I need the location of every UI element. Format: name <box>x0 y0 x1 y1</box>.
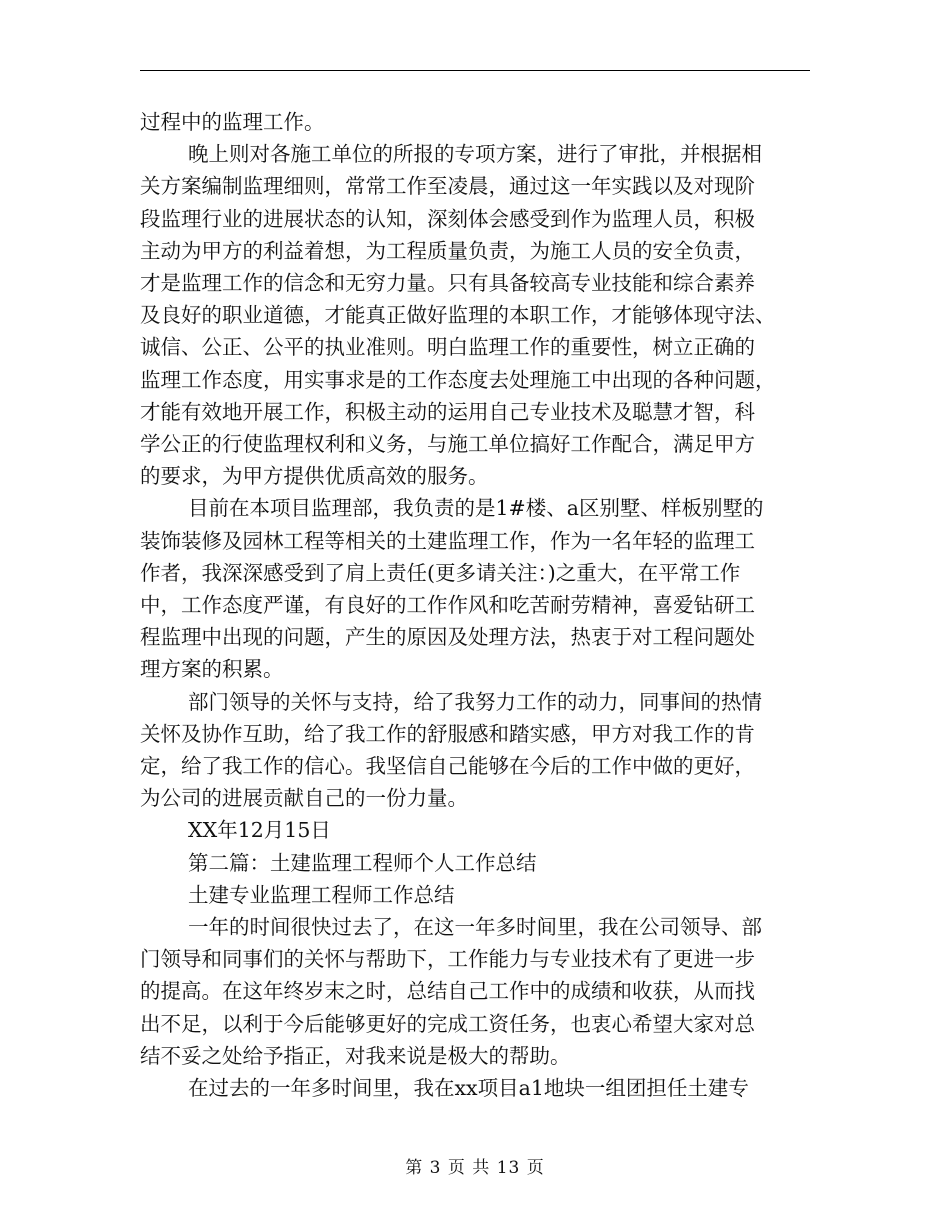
paragraph <box>140 138 810 492</box>
text-line: 的提高。在这年终岁末之时，总结自己工作中的成绩和收获，从而找 <box>140 979 755 1004</box>
text-line: 门领导和同事们的关怀与帮助下，工作能力与专业技术有了更进一步 <box>140 947 755 972</box>
text-line: XX年12月15日 <box>188 818 331 843</box>
text-line: 结不妥之处给予指正，对我来说是极大的帮助。 <box>140 1043 571 1068</box>
document-body <box>140 106 810 1104</box>
text-line: 为公司的进展贡献自己的一份力量。 <box>140 786 468 811</box>
page-footer: 第 3 页 共 13 页 <box>405 1158 545 1178</box>
text-line: 一年的时间很快过去了，在这一年多时间里，我在公司领导、部 <box>188 915 762 940</box>
text-line: 段监理行业的进展状态的认知，深刻体会感受到作为监理人员，积极 <box>140 206 755 231</box>
paragraph <box>140 106 810 138</box>
text-line: 部门领导的关怀与支持，给了我努力工作的动力，同事间的热情 <box>188 689 762 714</box>
text-line: 出不足，以利于今后能够更好的完成工资任务，也衷心希望大家对总 <box>140 1011 755 1036</box>
paragraph <box>140 911 810 1072</box>
text-line: 定，给了我工作的信心。我坚信自己能够在今后的工作中做的更好， <box>140 754 755 779</box>
text-line: 第二篇：土建监理工程师个人工作总结 <box>188 850 537 875</box>
text-line: 土建专业监理工程师工作总结 <box>188 882 455 907</box>
text-line: 晚上则对各施工单位的所报的专项方案，进行了审批，并根据相 <box>188 142 762 167</box>
text-line: 的要求，为甲方提供优质高效的服务。 <box>140 464 489 489</box>
text-line: 理方案的积累。 <box>140 657 284 682</box>
text-line: 装饰装修及园林工程等相关的土建监理工作，作为一名年轻的监理工 <box>140 528 755 553</box>
paragraph <box>140 686 810 815</box>
text-line: 过程中的监理工作。 <box>140 110 325 134</box>
paragraph <box>140 492 810 685</box>
text-line: 中，工作态度严谨，有良好的工作作风和吃苦耐劳精神，喜爱钻研工 <box>140 593 755 618</box>
text-line: 才是监理工作的信念和无穷力量。只有具备较高专业技能和综合素养 <box>140 271 755 296</box>
paragraph <box>140 879 810 911</box>
header-rule <box>140 70 810 71</box>
text-line: 在过去的一年多时间里，我在xx项目a1地块一组团担任土建专 <box>188 1076 749 1101</box>
text-line: 作者，我深深感受到了肩上责任(更多请关注：)之重大，在平常工作 <box>140 560 741 585</box>
text-line: 诚信、公正、公平的执业准则。明白监理工作的重要性，树立正确的 <box>140 335 755 360</box>
text-line: 及良好的职业道德，才能真正做好监理的本职工作，才能够体现守法、 <box>140 303 776 328</box>
text-line: 程监理中出现的问题，产生的原因及处理方法，热衷于对工程问题处 <box>140 625 755 650</box>
text-line: 关怀及协作互助，给了我工作的舒服感和踏实感，甲方对我工作的肯 <box>140 721 755 746</box>
text-line: 才能有效地开展工作，积极主动的运用自己专业技术及聪慧才智，科 <box>140 399 755 424</box>
paragraph <box>140 1072 810 1104</box>
text-line: 目前在本项目监理部，我负责的是1#楼、a区别墅、样板别墅的 <box>188 496 764 521</box>
paragraph <box>140 847 810 879</box>
text-line: 关方案编制监理细则，常常工作至凌晨，通过这一年实践以及对现阶 <box>140 174 755 199</box>
text-line: 监理工作态度，用实事求是的工作态度去处理施工中出现的各种问题， <box>140 367 776 392</box>
text-line: 学公正的行使监理权利和义务，与施工单位搞好工作配合，满足甲方 <box>140 432 755 457</box>
text-line: 主动为甲方的利益着想，为工程质量负责，为施工人员的安全负责， <box>140 238 755 263</box>
paragraph <box>140 814 810 846</box>
